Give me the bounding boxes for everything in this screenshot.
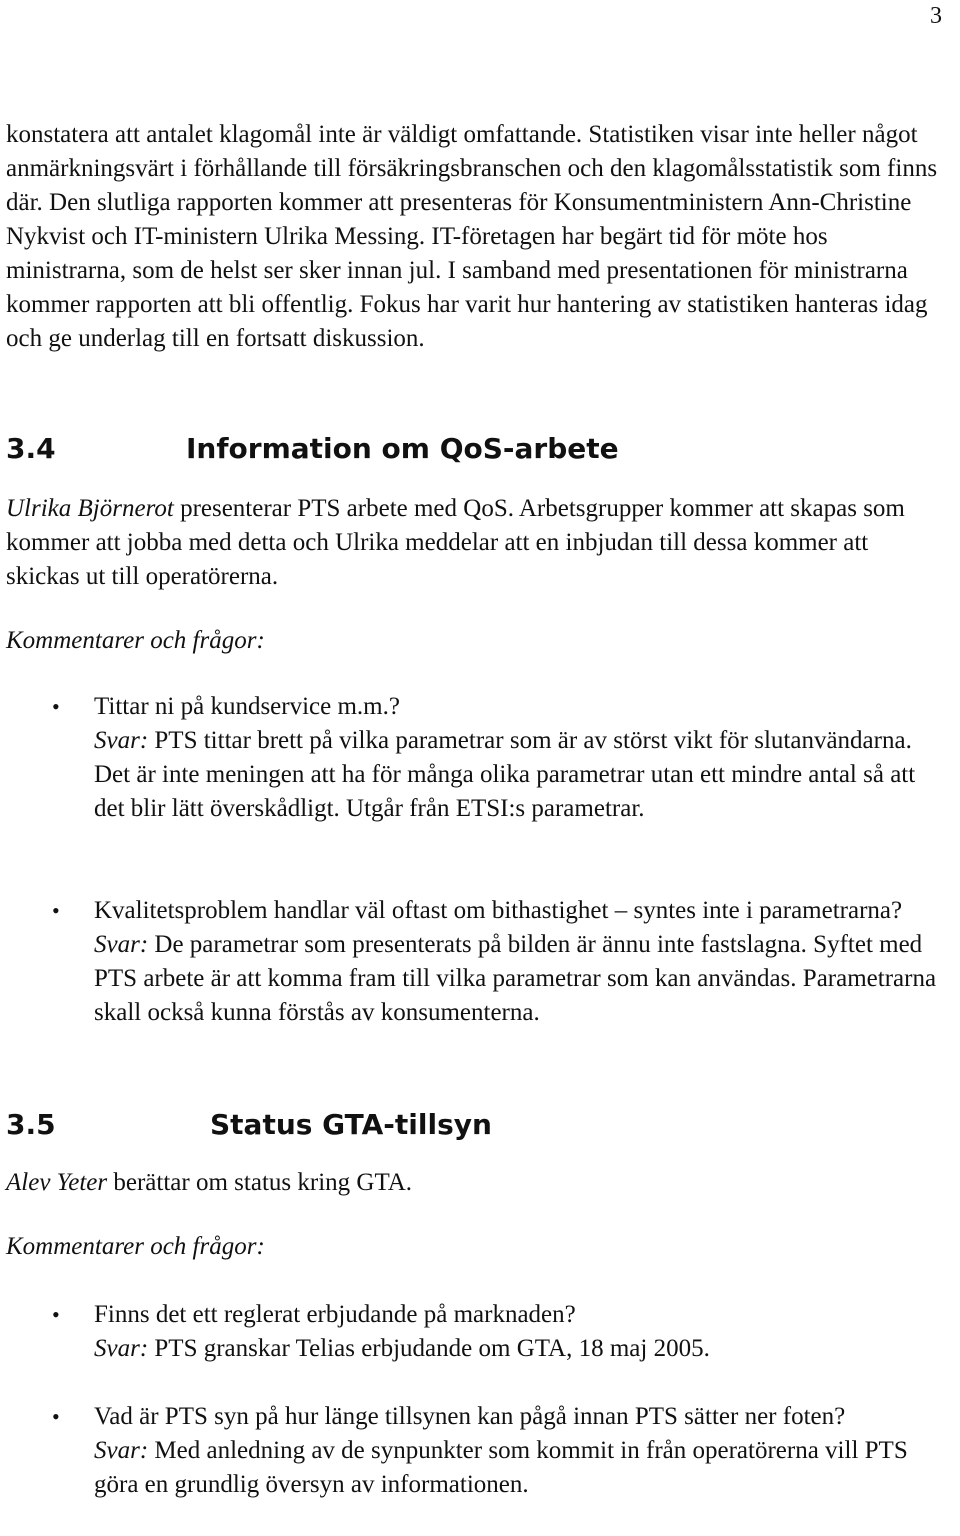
question: Kvalitetsproblem handlar väl oftast om bithastighet – syntes inte i parametrarna? [94, 897, 903, 924]
section-3-4-paragraph [6, 492, 946, 594]
bullet-icon: • [52, 898, 60, 923]
qa-item [52, 690, 944, 826]
comments-label: Kommentarer och frågor: [6, 1233, 265, 1260]
section-title: Status GTA-tillsyn [210, 1108, 492, 1141]
question: Tittar ni på kundservice m.m.? [94, 693, 400, 720]
answer-label: Svar: [94, 931, 149, 958]
question: Finns det ett reglerat erbjudande på marknaden? [94, 1301, 576, 1328]
answer [94, 928, 944, 1030]
section-number: 3.4 [6, 432, 56, 465]
presenter-name: Alev Yeter [6, 1169, 108, 1196]
answer-label: Svar: [94, 1437, 149, 1464]
answer-text: De parametrar som presenterats på bilden är ännu inte fastslagna. Syftet med PTS arbete är att komma fram till vilka parametrar som kan användas. Parametrarna skall också kunna förstås av konsumenterna. [94, 931, 937, 1026]
bullet-icon: • [52, 1302, 60, 1327]
section-title: Information om QoS-arbete [186, 432, 619, 465]
qa-item [52, 1298, 944, 1366]
answer-label: Svar: [94, 1335, 149, 1362]
answer-text: PTS tittar brett på vilka parametrar som är av störst vikt för slutanvändarna. Det är inte meningen att ha för många olika parametrar utan ett mindre antal så att det blir lätt överskådligt. Utgår från ETSI:s parametrar. [94, 727, 916, 822]
page-number: 3 [930, 3, 942, 29]
answer-text: PTS granskar Telias erbjudande om GTA, 18 maj 2005. [148, 1335, 710, 1362]
comments-label: Kommentarer och frågor: [6, 627, 265, 654]
bullet-icon: • [52, 694, 60, 719]
intro-paragraph: konstatera att antalet klagomål inte är väldigt omfattande. Statistiken visar inte heller något anmärkningsvärt i förhållande till försäkringsbranschen och den klagomålsstatistik som finns där. Den slutliga rapporten kommer att presenteras för Konsumentministern Ann-Christine Nykvist och IT-ministern Ulrika Messing. IT-företagen har begärt tid för möte hos ministrarna, som de helst ser sker innan jul. I samband med presentationen för ministrarna kommer rapporten att bli offentlig. Fokus har varit hur hantering av statistiken hanteras idag och ge underlag till en fortsatt diskussion. [6, 121, 938, 352]
section-3-5-text: berättar om status kring GTA. [107, 1169, 413, 1196]
qa-item [52, 894, 944, 1030]
qa-item [52, 1400, 944, 1502]
section-number: 3.5 [6, 1108, 56, 1141]
section-3-5-paragraph [6, 1166, 946, 1200]
answer [94, 1434, 944, 1502]
answer-label: Svar: [94, 727, 149, 754]
section-heading-3-4 [6, 432, 619, 466]
section-3-4-text: presenterar PTS arbete med QoS. Arbetsgrupper kommer att skapas som kommer att jobba med detta och Ulrika meddelar att en inbjudan till dessa kommer att skickas ut till operatörerna. [6, 495, 905, 590]
question: Vad är PTS syn på hur länge tillsynen kan pågå innan PTS sätter ner foten? [94, 1403, 846, 1430]
answer [94, 724, 944, 826]
answer [94, 1332, 944, 1366]
presenter-name: Ulrika Björnerot [6, 495, 174, 522]
bullet-icon: • [52, 1404, 60, 1429]
answer-text: Med anledning av de synpunkter som kommit in från operatörerna vill PTS göra en grundlig översyn av informationen. [94, 1437, 908, 1498]
section-heading-3-5 [6, 1108, 492, 1142]
